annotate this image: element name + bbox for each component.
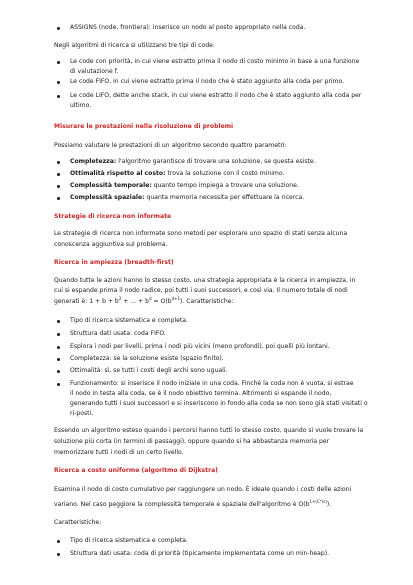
section-heading: Ricerca in ampiezza (breadth-first) <box>54 259 174 266</box>
formula-line: generati è: $1 + b + b^2$ + ... + $b^d = O(b^{d+1})$. Caratteristiche: <box>54 295 234 305</box>
paragraph: conoscenza aggiuntiva sul problema. <box>54 241 168 248</box>
bullet-dot <box>57 27 60 30</box>
paragraph: memorizzare tutti i nodi di un certo livello. <box>54 449 184 456</box>
list-item: Completezza: se la soluzione esiste (spazio finito). <box>70 355 224 362</box>
bullet-dot <box>57 358 60 361</box>
list-item: Completezza: l'algoritmo garantisce di trovare una soluzione, se questa esiste. <box>70 158 316 165</box>
bullet-dot <box>57 185 60 188</box>
paragraph: Essendo un algoritmo esteso quando i percorsi hanno tutti lo stesso costo, quando si vuole trovare la <box>54 427 364 434</box>
bullet-dot <box>57 346 60 349</box>
bullet-dot <box>57 553 60 556</box>
list-item: Struttura dati usata: coda FIFO. <box>70 330 166 337</box>
bullet-dot <box>57 173 60 176</box>
paragraph: soluzione più corta (in termini di passaggi), oppure quando si ha abbastanza memoria per <box>54 438 330 445</box>
list-item: Tipo di ricerca sistematica e completa. <box>70 317 188 324</box>
section-heading: Misurare le prestazioni nella risoluzione di problemi <box>54 123 234 130</box>
paragraph: Quando tutte le azioni hanno lo stesso costo, una strategia appropriata è la ricerca in ampiezza, in <box>54 277 356 284</box>
paragraph: Caratteristiche: <box>54 519 102 526</box>
list-item-cont: generando tutti i suoi successori e si inseriscono in fondo alla coda se non sono già stati visitati o <box>70 400 368 407</box>
bullet-dot <box>57 61 60 64</box>
paragraph: Negli algoritmi di ricerca si utilizzano tre tipi di code: <box>54 42 215 49</box>
list-item: Tipo di ricerca sistematica e completa. <box>70 537 188 544</box>
formula-line: variano. Nel caso peggiore la complessità temporale e spaziale dell'algoritmo è $O(b^{1+⌊C*/\varepsilon⌋})$. <box>54 498 332 508</box>
list-item: Esplora i nodi per livelli, prima i nodi più vicini (meno profondi), poi quelli più lontani. <box>70 343 330 350</box>
paragraph: Le strategie di ricerca non informate sono metodi per esplorare uno spazio di stati senza alcuna <box>54 230 348 237</box>
bullet-dot <box>57 383 60 386</box>
bullet-dot <box>57 161 60 164</box>
list-item: Ottimalità rispetto al costo: trova la soluzione con il costo minimo. <box>70 170 285 177</box>
list-item: Le code con priorità, in cui viene estratto prima il nodo di costo minimo in base a una funzione <box>70 58 360 65</box>
section-heading: Strategie di ricerca non informate <box>54 213 172 220</box>
list-item: ASSIGNS (node, frontiera): inserisce un nodo al posto appropriato nella coda. <box>70 24 306 31</box>
list-item-cont: ultimo. <box>70 102 92 109</box>
list-item: Complessità temporale: quanto tempo impiega a trovare una soluzione. <box>70 182 299 189</box>
list-item: Complessità spaziale: quanta memoria necessita per effettuare la ricerca. <box>70 194 305 201</box>
paragraph: Possiamo valutare le prestazioni di un algoritmo secondo quattro parametri: <box>54 142 287 149</box>
list-item-cont: ri-posti. <box>70 410 94 417</box>
bullet-dot <box>57 197 60 200</box>
list-item: Funzionamento: si inserisce il nodo iniziale in una coda. Finché la coda non è vuota, si estrae <box>70 380 354 387</box>
paragraph: cui si espande prima il nodo radice, poi tutti i suoi successori, e così via. Il numero totale di nodi <box>54 287 348 294</box>
paragraph: Esamina il nodo di costo cumulativo per raggiungere un nodo. È ideale quando i costi delle azioni <box>54 486 352 493</box>
bullet-dot <box>57 81 60 84</box>
list-item: Le code FIFO, in cui viene estratto prima il nodo che è stato aggiunto alla coda per primo. <box>70 78 345 85</box>
bullet-dot <box>57 370 60 373</box>
bullet-dot <box>57 95 60 98</box>
bullet-dot <box>57 540 60 543</box>
list-item: Struttura dati usata: coda di priorità (tipicamente implementata come un min-heap). <box>70 550 330 557</box>
list-item: Le code LIFO, dette anche stack, in cui viene estratto il nodo che è stato aggiunto alla coda per <box>70 92 362 99</box>
bullet-dot <box>57 333 60 336</box>
section-heading: Ricerca a costo uniforme (algoritmo di Dijkstra) <box>54 467 218 474</box>
list-item: Ottimalità: sì, se tutti i costi degli archi sono uguali. <box>70 367 228 374</box>
bullet-dot <box>57 320 60 323</box>
list-item-cont: di valutazione f. <box>70 68 119 75</box>
list-item-cont: il nodo in testa alla coda, se è il nodo obiettivo termina. Altrimenti si espande il nodo, <box>70 390 332 397</box>
